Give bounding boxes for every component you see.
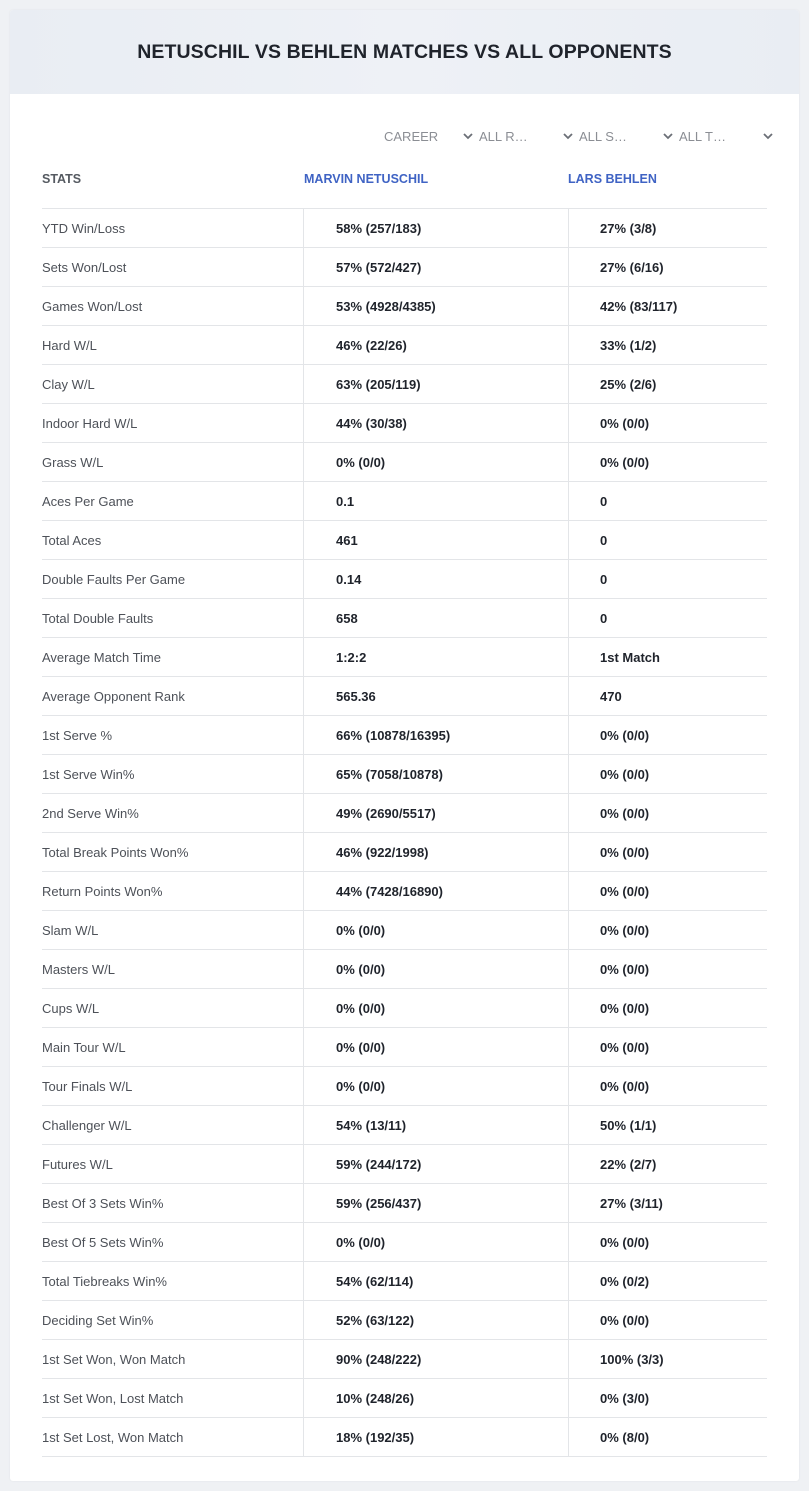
stat-label: Slam W/L <box>42 922 99 938</box>
chevron-down-icon <box>662 130 674 142</box>
player2-stat-value: 0% (0/0) <box>568 1301 767 1339</box>
player2-stat-value: 0% (0/0) <box>568 1067 767 1105</box>
player1-stat-value: 44% (7428/16890) <box>303 872 568 910</box>
player2-stat-value: 0% (0/0) <box>568 950 767 988</box>
table-row <box>42 872 767 911</box>
player1-column-header[interactable]: MARVIN NETUSCHIL <box>304 172 429 186</box>
stats-column-header: STATS <box>42 172 82 186</box>
table-row <box>42 1340 767 1379</box>
table-row <box>42 1379 767 1418</box>
player2-stat-value: 42% (83/117) <box>568 287 767 325</box>
player1-stat-value: 461 <box>303 521 568 559</box>
stat-label: Total Aces <box>42 532 102 548</box>
player2-stat-value: 0% (8/0) <box>568 1418 767 1456</box>
player2-stat-value: 0% (0/0) <box>568 755 767 793</box>
stat-label: Grass W/L <box>42 454 104 470</box>
stat-label: Deciding Set Win% <box>42 1312 154 1328</box>
player2-stat-value: 27% (6/16) <box>568 248 767 286</box>
player1-stat-value: 65% (7058/10878) <box>303 755 568 793</box>
table-header <box>42 171 767 209</box>
player2-stat-value: 25% (2/6) <box>568 365 767 403</box>
player1-stat-value: 0% (0/0) <box>303 1028 568 1066</box>
player1-stat-value: 0.1 <box>303 482 568 520</box>
chevron-down-icon <box>462 130 474 142</box>
player1-stat-value: 57% (572/427) <box>303 248 568 286</box>
player1-stat-value: 54% (13/11) <box>303 1106 568 1144</box>
stat-label: Cups W/L <box>42 1000 100 1016</box>
player1-stat-value: 46% (22/26) <box>303 326 568 364</box>
player1-stat-value: 53% (4928/4385) <box>303 287 568 325</box>
player2-stat-value: 0% (3/0) <box>568 1379 767 1417</box>
player1-stat-value: 58% (257/183) <box>303 209 568 247</box>
stat-label: 1st Serve % <box>42 727 113 743</box>
table-row <box>42 833 767 872</box>
table-row <box>42 950 767 989</box>
period-filter-label: CAREER <box>384 128 439 144</box>
player2-stat-value: 0% (0/0) <box>568 1028 767 1066</box>
player2-stat-value: 0% (0/0) <box>568 404 767 442</box>
player2-stat-value: 33% (1/2) <box>568 326 767 364</box>
player1-stat-value: 658 <box>303 599 568 637</box>
stat-label: Total Break Points Won% <box>42 844 189 860</box>
stat-label: Indoor Hard W/L <box>42 415 138 431</box>
player1-stat-value: 46% (922/1998) <box>303 833 568 871</box>
stat-label: Main Tour W/L <box>42 1039 126 1055</box>
player1-stat-value: 10% (248/26) <box>303 1379 568 1417</box>
table-row <box>42 677 767 716</box>
player2-stat-value: 0% (0/0) <box>568 833 767 871</box>
chevron-down-icon <box>562 130 574 142</box>
player1-stat-value: 54% (62/114) <box>303 1262 568 1300</box>
table-row <box>42 1418 767 1457</box>
surface-filter-select[interactable] <box>574 126 674 146</box>
stat-label: Sets Won/Lost <box>42 259 127 275</box>
player2-stat-value: 470 <box>568 677 767 715</box>
stat-label: 2nd Serve Win% <box>42 805 139 821</box>
player1-stat-value: 59% (256/437) <box>303 1184 568 1222</box>
stat-label: 1st Set Lost, Won Match <box>42 1429 184 1445</box>
player2-stat-value: 0% (0/0) <box>568 989 767 1027</box>
table-row <box>42 1184 767 1223</box>
stat-label: Challenger W/L <box>42 1117 132 1133</box>
stat-label: 1st Set Won, Lost Match <box>42 1390 184 1406</box>
player1-stat-value: 0% (0/0) <box>303 1067 568 1105</box>
table-row <box>42 404 767 443</box>
player1-stat-value: 18% (192/35) <box>303 1418 568 1456</box>
player2-stat-value: 0 <box>568 599 767 637</box>
table-row <box>42 521 767 560</box>
table-row <box>42 755 767 794</box>
player1-stat-value: 0% (0/0) <box>303 443 568 481</box>
table-row <box>42 1067 767 1106</box>
player2-stat-value: 0 <box>568 560 767 598</box>
player1-stat-value: 0% (0/0) <box>303 911 568 949</box>
round-filter-select[interactable] <box>474 126 574 146</box>
player1-stat-value: 90% (248/222) <box>303 1340 568 1378</box>
stat-label: Total Double Faults <box>42 610 154 626</box>
stat-label: Hard W/L <box>42 337 97 353</box>
round-filter-label: ALL R… <box>479 128 528 144</box>
player2-stat-value: 0% (0/2) <box>568 1262 767 1300</box>
table-row <box>42 911 767 950</box>
table-row <box>42 365 767 404</box>
stat-label: Total Tiebreaks Win% <box>42 1273 167 1289</box>
player2-stat-value: 1st Match <box>568 638 767 676</box>
player1-stat-value: 66% (10878/16395) <box>303 716 568 754</box>
player1-stat-value: 59% (244/172) <box>303 1145 568 1183</box>
stat-label: Aces Per Game <box>42 493 134 509</box>
period-filter-select[interactable] <box>384 126 474 146</box>
table-row <box>42 443 767 482</box>
player1-stat-value: 63% (205/119) <box>303 365 568 403</box>
player2-stat-value: 0% (0/0) <box>568 443 767 481</box>
player2-stat-value: 100% (3/3) <box>568 1340 767 1378</box>
stat-label: Masters W/L <box>42 961 115 977</box>
chevron-down-icon <box>762 130 774 142</box>
table-row <box>42 560 767 599</box>
surface-filter-label: ALL S… <box>579 128 627 144</box>
table-row <box>42 248 767 287</box>
player1-stat-value: 0% (0/0) <box>303 989 568 1027</box>
stat-label: 1st Set Won, Won Match <box>42 1351 186 1367</box>
player2-stat-value: 22% (2/7) <box>568 1145 767 1183</box>
player2-stat-value: 0% (0/0) <box>568 794 767 832</box>
player2-stat-value: 50% (1/1) <box>568 1106 767 1144</box>
player2-stat-value: 27% (3/8) <box>568 209 767 247</box>
stat-label: Games Won/Lost <box>42 298 143 314</box>
stat-label: Best Of 5 Sets Win% <box>42 1234 164 1250</box>
table-row <box>42 638 767 677</box>
player1-stat-value: 565.36 <box>303 677 568 715</box>
table-row <box>42 1106 767 1145</box>
stat-label: Clay W/L <box>42 376 95 392</box>
tournament-filter-label: ALL T… <box>679 128 726 144</box>
player1-stat-value: 0.14 <box>303 560 568 598</box>
player1-stat-value: 1:2:2 <box>303 638 568 676</box>
card-header <box>10 10 799 94</box>
stat-label: Average Opponent Rank <box>42 688 185 704</box>
table-row <box>42 1262 767 1301</box>
stats-card <box>10 10 799 1481</box>
table-row <box>42 1028 767 1067</box>
player1-stat-value: 44% (30/38) <box>303 404 568 442</box>
player2-stat-value: 0% (0/0) <box>568 911 767 949</box>
stats-table <box>42 208 767 1457</box>
table-row <box>42 1145 767 1184</box>
tournament-filter-select[interactable] <box>674 126 774 146</box>
player2-stat-value: 0 <box>568 482 767 520</box>
player1-stat-value: 0% (0/0) <box>303 1223 568 1261</box>
table-row <box>42 599 767 638</box>
stat-label: Double Faults Per Game <box>42 571 186 587</box>
table-row <box>42 326 767 365</box>
player1-stat-value: 52% (63/122) <box>303 1301 568 1339</box>
stat-label: 1st Serve Win% <box>42 766 135 782</box>
player2-stat-value: 0% (0/0) <box>568 872 767 910</box>
player1-stat-value: 0% (0/0) <box>303 950 568 988</box>
player2-stat-value: 0 <box>568 521 767 559</box>
player2-stat-value: 0% (0/0) <box>568 716 767 754</box>
player1-stat-value: 49% (2690/5517) <box>303 794 568 832</box>
table-row <box>42 716 767 755</box>
table-row <box>42 1223 767 1262</box>
table-row <box>42 794 767 833</box>
player2-stat-value: 0% (0/0) <box>568 1223 767 1261</box>
stat-label: Return Points Won% <box>42 883 163 899</box>
player2-column-header[interactable]: LARS BEHLEN <box>568 172 657 186</box>
table-row <box>42 989 767 1028</box>
stat-label: Tour Finals W/L <box>42 1078 133 1094</box>
filter-bar <box>384 126 774 146</box>
table-row <box>42 287 767 326</box>
stat-label: Best Of 3 Sets Win% <box>42 1195 164 1211</box>
table-row <box>42 482 767 521</box>
player2-stat-value: 27% (3/11) <box>568 1184 767 1222</box>
table-row <box>42 1301 767 1340</box>
table-row <box>42 209 767 248</box>
stat-label: YTD Win/Loss <box>42 220 126 236</box>
stat-label: Average Match Time <box>42 649 161 665</box>
page-title: NETUSCHIL VS BEHLEN MATCHES VS ALL OPPONENTS <box>137 40 672 63</box>
stat-label: Futures W/L <box>42 1156 113 1172</box>
